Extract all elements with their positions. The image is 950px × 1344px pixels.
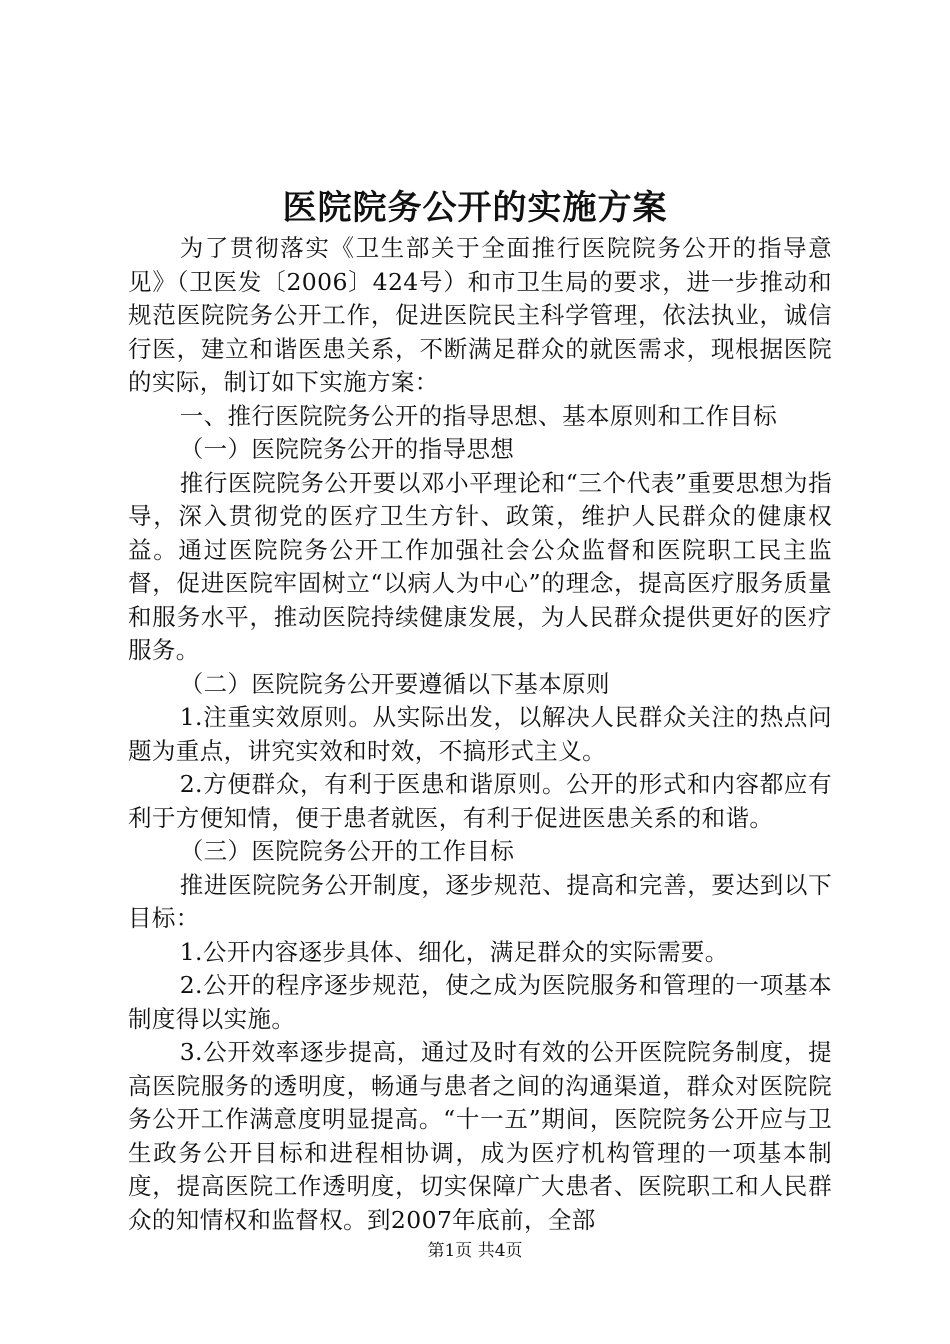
goal-item-1: 1.公开内容逐步具体、细化，满足群众的实际需要。 — [179, 937, 729, 966]
principle-item-2: 2.方便群众，有利于医患和谐原则。公开的形式和内容都应有利于方便知情，便于患者就医，有利于促进医患关系的和谐。 — [128, 770, 832, 832]
goal-item-3: 3.公开效率逐步提高，通过及时有效的公开医院院务制度，提高医院服务的透明度，畅通与患者之间的沟通渠道，群众对医院院务公开工作满意度明显提高。“十一五”期间，医院院务公开应与卫生政务公开目标和进程相协调，成为医疗机构管理的一项基本制度，提高医院工作透明度，切实保障广大患者、医院职工和人民群众的知情权和监督权。到2007年底前，全部 — [128, 1038, 832, 1234]
section-heading-1: 一、推行医院院务公开的指导思想、基本原则和工作目标 — [179, 401, 778, 430]
principle-item-1: 1.注重实效原则。从实际出发，以解决人民群众关注的热点问题为重点，讲究实效和时效，不搞形式主义。 — [128, 703, 832, 765]
paragraph-goals-intro: 推进医院院务公开制度，逐步规范、提高和完善，要达到以下目标： — [128, 870, 832, 932]
subsection-heading-3: （三）医院院务公开的工作目标 — [179, 837, 515, 865]
goal-item-2: 2.公开的程序逐步规范，使之成为医院服务和管理的一项基本制度得以实施。 — [128, 971, 832, 1033]
paragraph-intro: 为了贯彻落实《卫生部关于全面推行医院院务公开的指导意见》（卫医发〔2006〕424号）和市卫生局的要求，进一步推动和规范医院院务公开工作，促进医院民主科学管理，依法执业，诚信行医，建立和谐医患关系，不断满足群众的就医需求，现根据医院的实际，制订如下实施方案： — [128, 234, 832, 396]
subsection-heading-2: （二）医院院务公开要遵循以下基本原则 — [179, 669, 610, 698]
paragraph-guiding-thought: 推行医院院务公开要以邓小平理论和“三个代表”重要思想为指导，深入贯彻党的医疗卫生方针、政策，维护人民群众的健康权益。通过医院院务公开工作加强社会公众监督和医院职工民主监督，促进医院牢固树立“以病人为中心”的理念，提高医疗服务质量和服务水平，推动医院持续健康发展，为人民群众提供更好的医疗服务。 — [128, 468, 832, 664]
page-number: 第1页 共4页 — [427, 1241, 523, 1261]
document-body — [128, 232, 832, 1237]
document-title: 医院院务公开的实施方案 — [282, 188, 668, 228]
subsection-heading-1: （一）医院院务公开的指导思想 — [179, 435, 515, 463]
